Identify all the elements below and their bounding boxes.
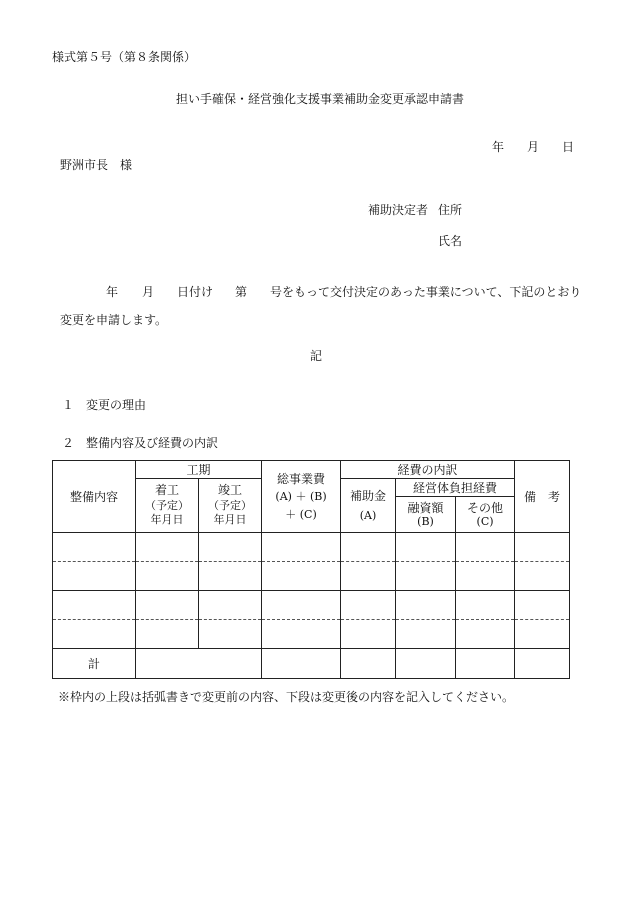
header-remarks: 備 考 [515, 461, 570, 533]
header-total-line3: ＋ (C) [285, 507, 317, 521]
ki-heading: 記 [310, 349, 323, 363]
header-total-line1: 総事業費 [277, 471, 326, 486]
table-cell [341, 620, 396, 649]
table-total-row [53, 649, 570, 679]
sentence-year: 年 [106, 285, 119, 299]
table-cell [136, 562, 199, 591]
table-cell [396, 591, 456, 620]
applicant-address-label: 住所 [438, 203, 463, 217]
table-cell [456, 649, 515, 679]
sentence-rest: 号をもって交付決定のあった事業について、下記のとおり [270, 285, 582, 299]
table-cell [396, 562, 456, 591]
form-number: 様式第５号（第８条関係） [52, 50, 197, 64]
table-cell [515, 620, 570, 649]
header-breakdown: 経費の内訳 [341, 461, 515, 479]
table-cell [341, 591, 396, 620]
table-cell [396, 620, 456, 649]
request-sentence-line2: 変更を申請します。 [60, 313, 168, 327]
table-cell [53, 591, 136, 620]
table-cell [341, 533, 396, 562]
header-other-line2: (C) [476, 514, 494, 528]
sentence-no: 第 [235, 285, 248, 299]
header-other-line1: その他 [467, 500, 504, 515]
header-start-line2: （予定）年月日 [145, 498, 189, 526]
date-day: 日 [562, 140, 575, 154]
table-row [53, 591, 570, 620]
total-label: 計 [53, 649, 136, 679]
table-cell [456, 533, 515, 562]
table-cell [262, 649, 341, 679]
table-row [53, 620, 570, 649]
table-cell [136, 620, 199, 649]
table-cell [515, 533, 570, 562]
table-cell [456, 620, 515, 649]
header-subsidy [341, 479, 396, 533]
sentence-month: 月 [142, 285, 155, 299]
table-row [53, 533, 570, 562]
table-row [53, 562, 570, 591]
header-total-line2: (A) ＋ (B) [275, 489, 327, 503]
header-end [199, 479, 262, 533]
date-year: 年 [492, 140, 505, 154]
table-cell [262, 591, 341, 620]
table-cell [341, 649, 396, 679]
sentence-date: 日付け [177, 285, 214, 299]
header-start [136, 479, 199, 533]
date-month: 月 [527, 140, 540, 154]
addressee: 野洲市長 様 [60, 158, 133, 172]
table-cell [396, 649, 456, 679]
table-cell [53, 533, 136, 562]
table-cell [262, 562, 341, 591]
footnote: ※枠内の上段は括弧書きで変更前の内容、下段は変更後の内容を記入してください。 [58, 690, 515, 704]
table-cell [341, 562, 396, 591]
table-cell [136, 649, 262, 679]
header-period: 工期 [136, 461, 262, 479]
table-cell [456, 591, 515, 620]
header-loan-line1: 融資額 [407, 500, 444, 515]
table-cell [53, 620, 136, 649]
header-end-line1: 竣工 [218, 482, 243, 497]
header-loan [396, 497, 456, 533]
table-cell [53, 562, 136, 591]
header-other [456, 497, 515, 533]
table-cell [515, 649, 570, 679]
table-cell [136, 533, 199, 562]
header-total [262, 461, 341, 533]
table-cell [262, 620, 341, 649]
header-burden: 経営体負担経費 [396, 479, 515, 497]
document-title: 担い手確保・経営強化支援事業補助金変更承認申請書 [176, 92, 465, 106]
header-end-line2: （予定）年月日 [208, 498, 252, 526]
header-subsidy-line1: 補助金 [350, 488, 387, 503]
header-start-line1: 着工 [154, 482, 179, 497]
section-breakdown: ２ 整備内容及び経費の内訳 [62, 436, 219, 450]
section-reason: １ 変更の理由 [62, 398, 147, 412]
table-cell [199, 562, 262, 591]
table-cell [396, 533, 456, 562]
header-loan-line2: (B) [417, 514, 434, 528]
table-cell [515, 562, 570, 591]
table-cell [456, 562, 515, 591]
header-subsidy-line2: (A) [359, 508, 377, 522]
cost-breakdown-table [52, 460, 570, 679]
applicant-role: 補助決定者 [368, 203, 429, 217]
table-cell [515, 591, 570, 620]
table-cell [262, 533, 341, 562]
table-cell [136, 591, 199, 620]
table-cell [199, 591, 262, 620]
header-content: 整備内容 [53, 461, 136, 533]
table-cell [199, 533, 262, 562]
table-cell [199, 620, 262, 649]
applicant-name-label: 氏名 [438, 234, 463, 248]
